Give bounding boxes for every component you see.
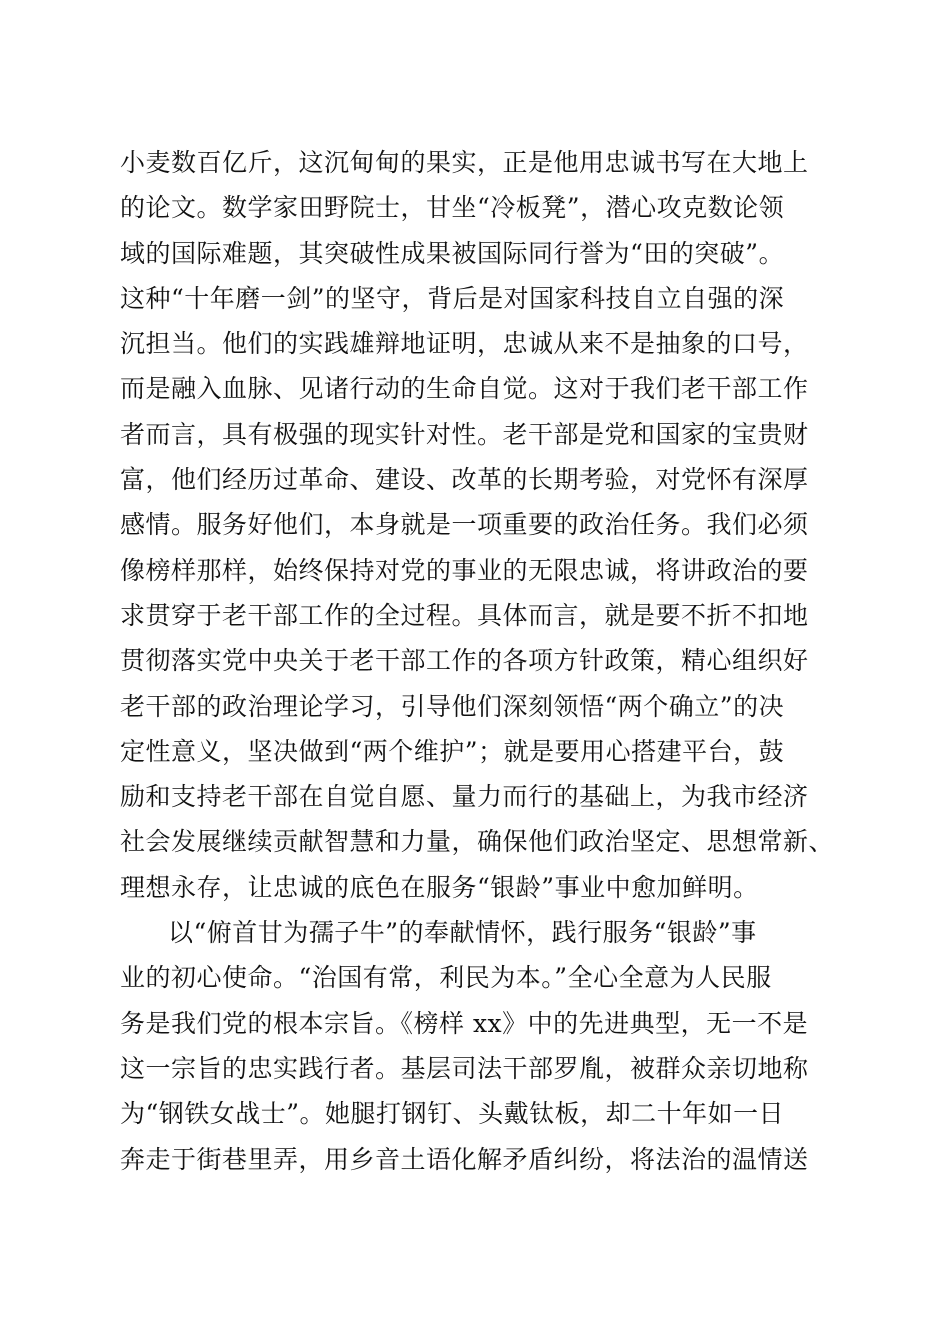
text-line-11: 求贯穿于老干部工作的全过程。具体而言，就是要不折不扣地 [120, 600, 809, 630]
text-line-4: 这种“十年磨一剑”的坚守，背后是对国家科技自立自强的深 [120, 283, 785, 313]
text-line-8: 富，他们经历过革命、建设、改革的长期考验，对党怀有深厚 [120, 465, 809, 495]
text-line-12: 贯彻落实党中央关于老干部工作的各项方针政策，精心组织好 [120, 646, 809, 676]
text-line-15: 励和支持老干部在自觉自愿、量力而行的基础上，为我市经济 [120, 782, 809, 812]
text-line-22: 为“钢铁女战士”。她腿打钢钉、头戴钛板，却二十年如一日 [120, 1099, 785, 1129]
text-line-3: 域的国际难题，其突破性成果被国际同行誉为“田的突破”。 [120, 238, 785, 268]
text-line-6: 而是融入血脉、见诸行动的生命自觉。这对于我们老干部工作 [120, 374, 809, 404]
body-text [120, 140, 840, 1182]
text-line-14: 定性意义，坚决做到“两个维护”；就是要用心搭建平台，鼓 [120, 736, 785, 766]
text-line-13: 老干部的政治理论学习，引导他们深刻领悟“两个确立”的决 [120, 691, 785, 721]
paragraph-start-line: 以“俯首甘为孺子牛”的奉献情怀，践行服务“银龄”事 [168, 918, 757, 948]
text-line-20: 务是我们党的根本宗旨。《榜样 xx》中的先进典型，无一不是 [120, 1008, 809, 1038]
text-line-5: 沉担当。他们的实践雄辩地证明，忠诚从来不是抽象的口号， [120, 329, 809, 359]
text-line-19: 业的初心使命。“治国有常，利民为本。”全心全意为人民服 [120, 963, 772, 993]
text-line-10: 像榜样那样，始终保持对党的事业的无限忠诚，将讲政治的要 [120, 555, 809, 585]
text-line-23: 奔走于街巷里弄，用乡音土语化解矛盾纠纷，将法治的温情送 [120, 1144, 809, 1174]
text-line-2: 的论文。数学家田野院士，甘坐“冷板凳”，潜心攻克数论领 [120, 193, 785, 223]
text-line-21: 这一宗旨的忠实践行者。基层司法干部罗胤，被群众亲切地称 [120, 1053, 809, 1083]
text-line-7: 者而言，具有极强的现实针对性。老干部是党和国家的宝贵财 [120, 419, 809, 449]
text-line-16: 社会发展继续贡献智慧和力量，确保他们政治坚定、思想常新、 [120, 827, 835, 857]
text-line-9: 感情。服务好他们，本身就是一项重要的政治任务。我们必须 [120, 510, 809, 540]
text-line-17: 理想永存，让忠诚的底色在服务“银龄”事业中愈加鲜明。 [120, 872, 759, 902]
text-line-1: 小麦数百亿斤，这沉甸甸的果实，正是他用忠诚书写在大地上 [120, 148, 809, 177]
